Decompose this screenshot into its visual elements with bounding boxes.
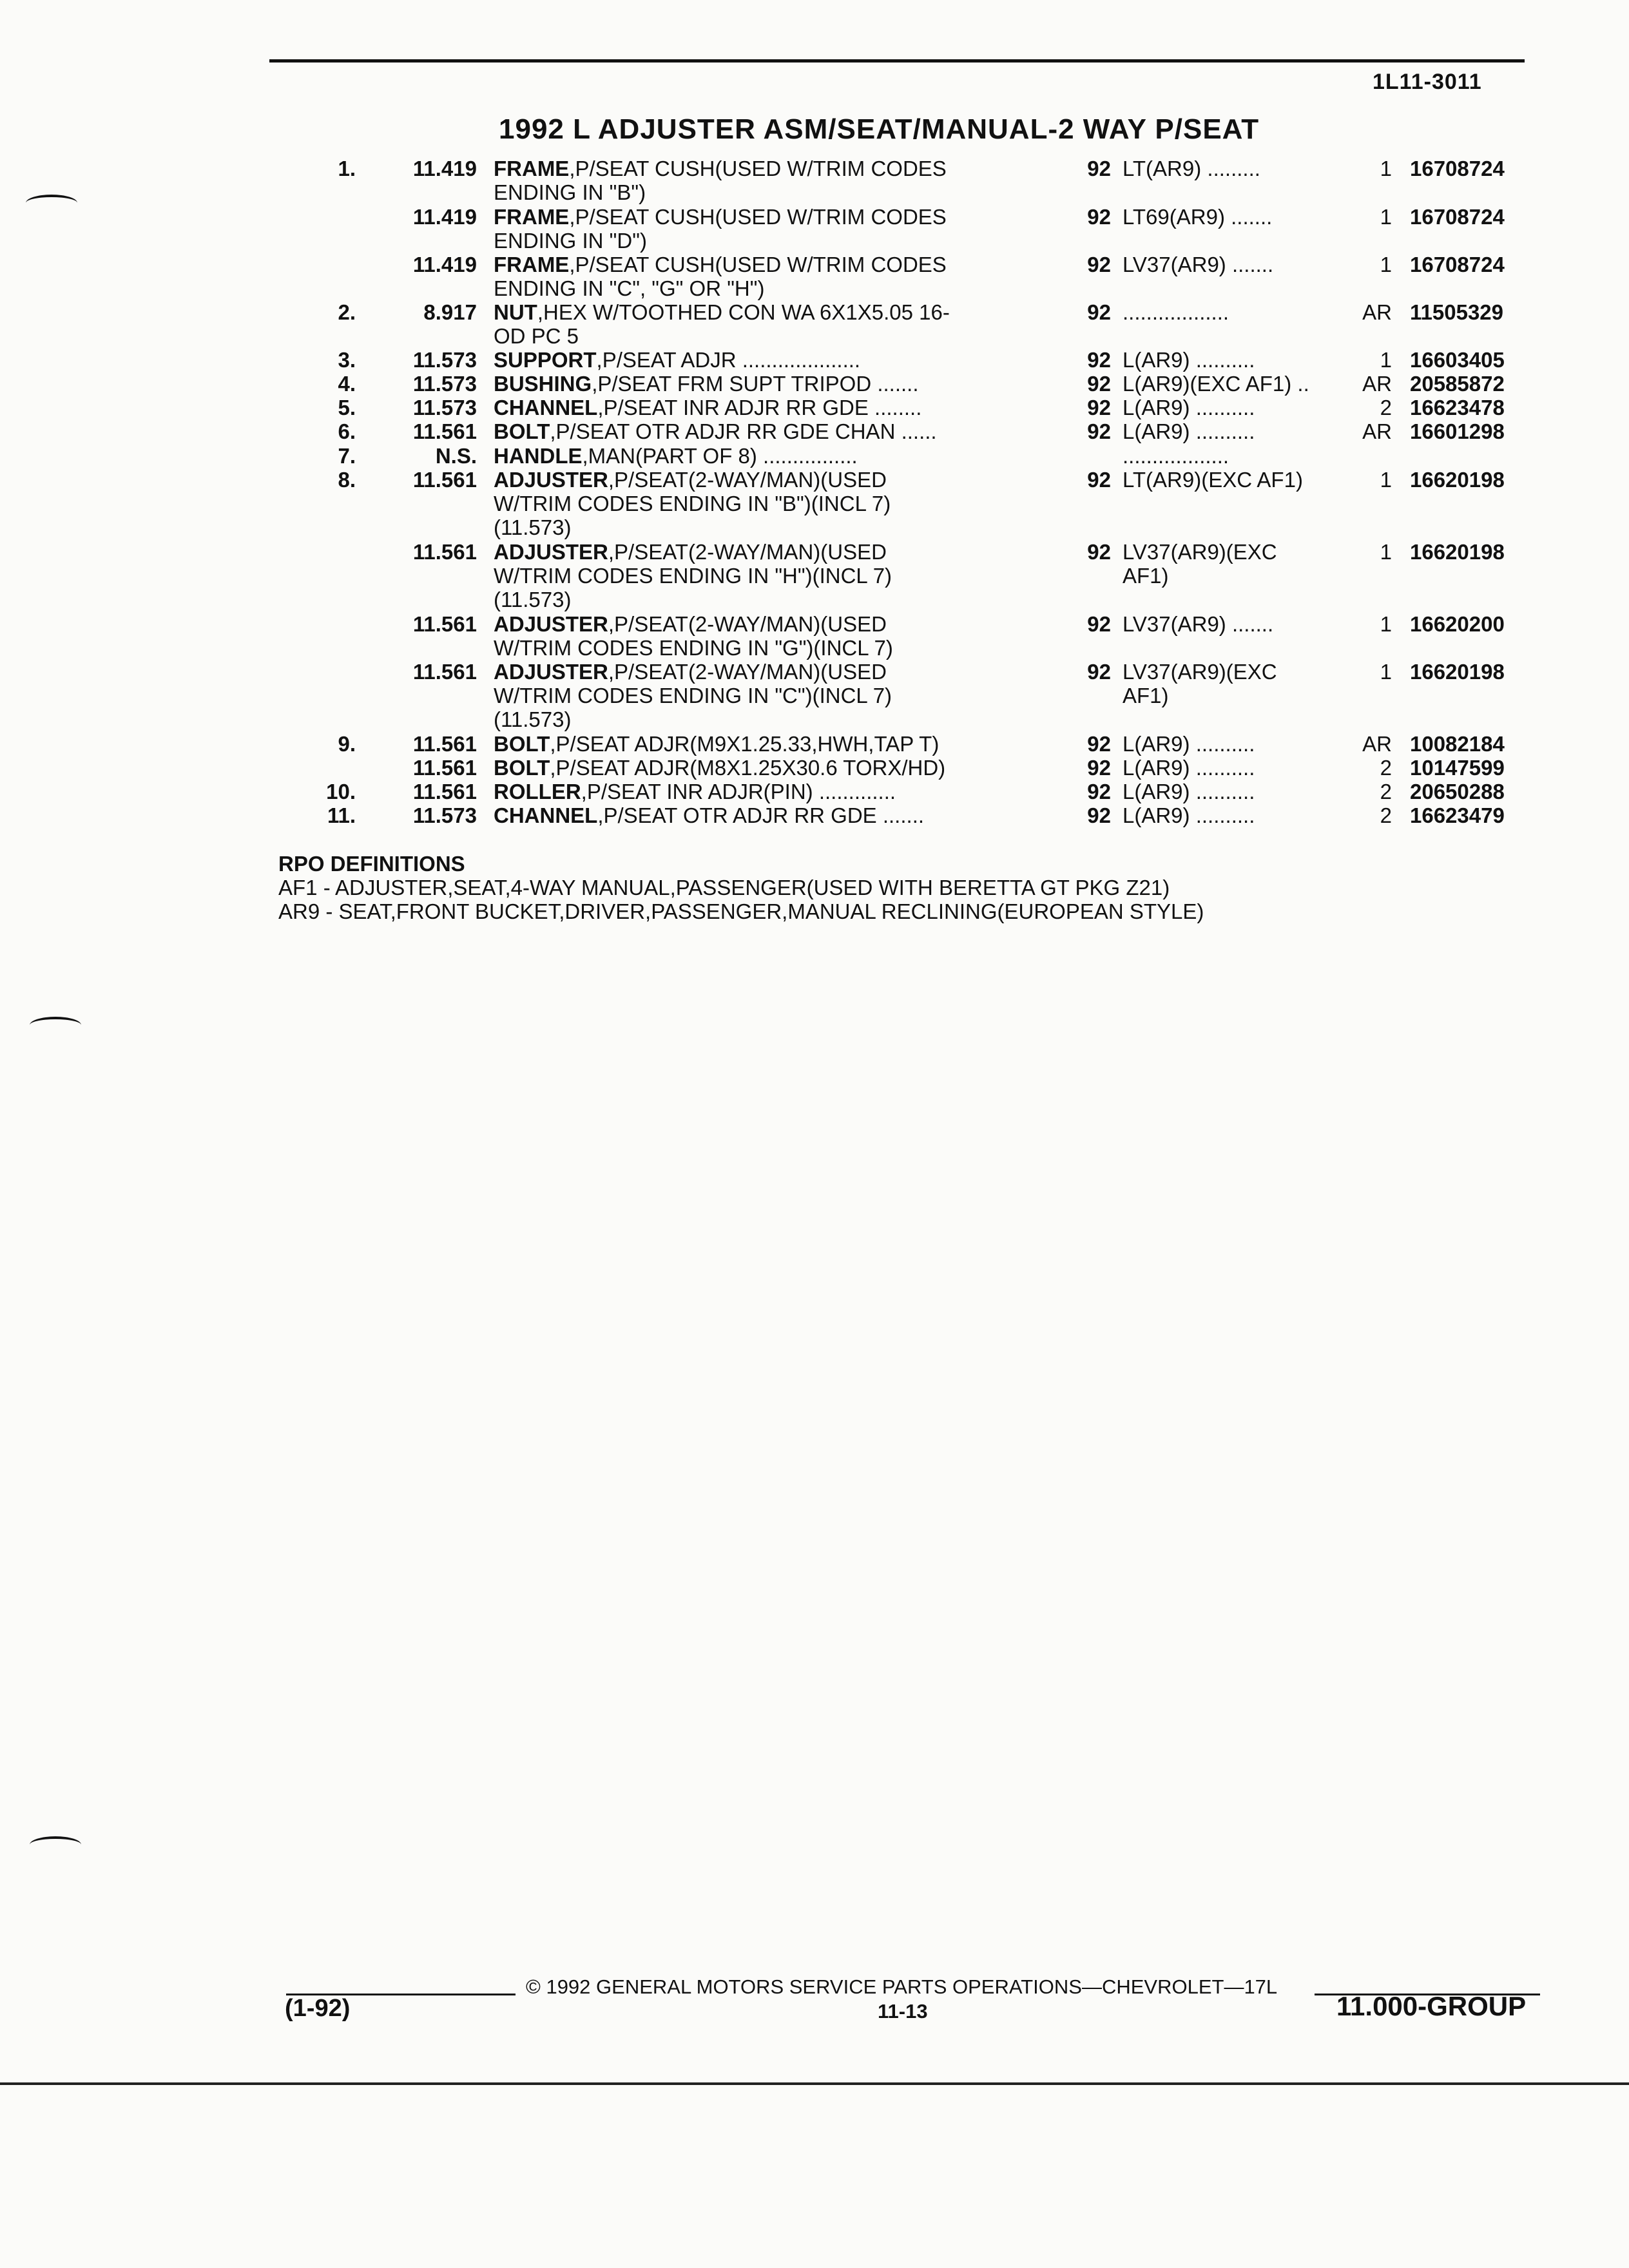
quantity: 2 — [1380, 780, 1392, 803]
part-detail: ,P/SEAT OTR ADJR RR GDE CHAN ...... — [550, 419, 937, 443]
quantity: 1 — [1380, 157, 1392, 180]
part-name: BOLT — [494, 419, 550, 443]
part-name: ADJUSTER — [494, 612, 608, 636]
series-code: L(AR9) .......... — [1123, 348, 1255, 372]
series-code: LV37(AR9) ....... — [1123, 253, 1274, 276]
part-description — [494, 253, 1048, 300]
model-year: 92 — [1087, 253, 1111, 276]
group-number: 11.573 — [412, 803, 477, 827]
description-line: ENDING IN "C", "G" OR "H") — [494, 276, 765, 300]
part-description — [494, 444, 1048, 468]
part-description — [494, 612, 1048, 660]
part-number: 11505329 — [1410, 300, 1504, 324]
part-number: 20585872 — [1410, 372, 1505, 396]
part-description — [494, 300, 1048, 348]
part-number: 16620200 — [1410, 612, 1505, 636]
item-number: 3. — [338, 348, 356, 372]
part-number: 20650288 — [1410, 780, 1505, 803]
model-year: 92 — [1087, 756, 1111, 780]
group-number: 11.561 — [412, 780, 477, 803]
group-number: 8.917 — [423, 300, 477, 324]
part-detail: ,P/SEAT ADJR(M9X1.25.33,HWH,TAP T) — [550, 732, 940, 756]
series-code: LV37(AR9) ....... — [1123, 612, 1274, 636]
description-line — [494, 803, 1048, 827]
binder-mark — [26, 195, 77, 211]
part-detail: ,P/SEAT INR ADJR RR GDE ........ — [597, 396, 922, 419]
model-year: 92 — [1087, 732, 1111, 756]
description-line: W/TRIM CODES ENDING IN "B")(INCL 7) — [494, 492, 891, 515]
item-number: 7. — [338, 444, 356, 468]
quantity: 2 — [1380, 803, 1392, 827]
copyright-notice: © 1992 GENERAL MOTORS SERVICE PARTS OPERATIONS—CHEVROLET—17L — [526, 1975, 1278, 1998]
part-name: ADJUSTER — [494, 540, 608, 564]
part-name: FRAME — [494, 157, 570, 180]
part-description — [494, 468, 1048, 539]
part-name: ROLLER — [494, 780, 581, 803]
series-code: LV37(AR9)(EXC AF1) — [1123, 660, 1277, 707]
page-number: 11-13 — [878, 2000, 928, 2023]
description-line — [494, 372, 1048, 396]
binder-mark — [30, 1836, 81, 1853]
item-number: 6. — [338, 419, 356, 443]
model-year: 92 — [1087, 157, 1111, 180]
part-name: ADJUSTER — [494, 660, 608, 684]
part-number: 16620198 — [1410, 660, 1505, 684]
part-number: 16601298 — [1410, 419, 1505, 443]
part-detail: ,P/SEAT FRM SUPT TRIPOD ....... — [592, 372, 919, 396]
part-description — [494, 419, 1048, 443]
series-code: .................. — [1123, 300, 1229, 324]
group-number: 11.561 — [412, 468, 477, 492]
part-name: BOLT — [494, 732, 550, 756]
model-year: 92 — [1087, 660, 1111, 684]
model-year: 92 — [1087, 780, 1111, 803]
top-rule — [269, 59, 1525, 62]
quantity: 1 — [1380, 468, 1392, 492]
description-line — [494, 419, 1048, 443]
part-description — [494, 780, 1048, 803]
model-year: 92 — [1087, 803, 1111, 827]
quantity: 1 — [1380, 253, 1392, 276]
group-number: 11.561 — [412, 612, 477, 636]
part-name: FRAME — [494, 253, 570, 276]
model-year: 92 — [1087, 348, 1111, 372]
description-line: (11.573) — [494, 515, 572, 539]
rpo-definitions — [278, 852, 1204, 923]
part-name: FRAME — [494, 205, 570, 229]
quantity: AR — [1362, 732, 1392, 756]
description-line — [494, 468, 1048, 492]
part-number: 16708724 — [1410, 157, 1505, 180]
part-detail: ,P/SEAT CUSH(USED W/TRIM CODES — [569, 157, 947, 180]
group-number: 11.419 — [412, 205, 477, 229]
description-line — [494, 253, 1048, 276]
description-line: ENDING IN "B") — [494, 180, 646, 204]
group-number: 11.573 — [412, 372, 477, 396]
rpo-heading: RPO DEFINITIONS — [278, 852, 465, 876]
group-number: 11.561 — [412, 660, 477, 684]
group-number: N.S. — [435, 444, 477, 468]
group-label: 11.000-GROUP — [1336, 1991, 1527, 2021]
description-line: (11.573) — [494, 707, 572, 731]
part-name: ADJUSTER — [494, 468, 608, 492]
series-code: L(AR9) .......... — [1123, 732, 1255, 756]
series-code: .................. — [1123, 444, 1229, 468]
series-code: LT69(AR9) ....... — [1123, 205, 1273, 229]
model-year: 92 — [1087, 612, 1111, 636]
model-year: 92 — [1087, 396, 1111, 419]
description-line — [494, 205, 1048, 229]
quantity: 1 — [1380, 612, 1392, 636]
rpo-line-af1: AF1 - ADJUSTER,SEAT,4-WAY MANUAL,PASSENGER(USED WITH BERETTA GT PKG Z21) — [278, 876, 1170, 899]
series-code: L(AR9)(EXC AF1) .. — [1123, 372, 1309, 396]
item-number: 11. — [327, 803, 356, 827]
series-code: L(AR9) .......... — [1123, 803, 1255, 827]
series-code: LT(AR9)(EXC AF1) — [1123, 468, 1303, 492]
part-name: NUT — [494, 300, 537, 324]
part-number: 16623478 — [1410, 396, 1505, 419]
part-detail: ,P/SEAT(2-WAY/MAN)(USED — [608, 468, 887, 492]
part-detail: ,P/SEAT CUSH(USED W/TRIM CODES — [569, 253, 947, 276]
part-detail: ,P/SEAT(2-WAY/MAN)(USED — [608, 612, 887, 636]
item-number: 8. — [338, 468, 356, 492]
part-description — [494, 157, 1048, 204]
part-detail: ,P/SEAT(2-WAY/MAN)(USED — [608, 540, 887, 564]
part-detail: ,P/SEAT INR ADJR(PIN) ............. — [581, 780, 896, 803]
group-number: 11.573 — [412, 348, 477, 372]
description-line — [494, 540, 1048, 564]
part-number: 10147599 — [1410, 756, 1505, 780]
model-year: 92 — [1087, 372, 1111, 396]
part-name: CHANNEL — [494, 396, 598, 419]
model-year: 92 — [1087, 468, 1111, 492]
part-number: 16620198 — [1410, 540, 1505, 564]
revision-date: (1-92) — [285, 1995, 351, 2022]
part-detail: ,HEX W/TOOTHED CON WA 6X1X5.05 16- — [537, 300, 950, 324]
part-name: BOLT — [494, 756, 550, 780]
description-line — [494, 157, 1048, 180]
quantity: AR — [1362, 372, 1392, 396]
description-line — [494, 300, 1048, 324]
part-description — [494, 396, 1048, 419]
binder-mark — [30, 1017, 81, 1033]
item-number: 5. — [338, 396, 356, 419]
description-line — [494, 780, 1048, 803]
part-description — [494, 732, 1048, 756]
model-year: 92 — [1087, 205, 1111, 229]
description-line — [494, 756, 1048, 780]
description-line: OD PC 5 — [494, 324, 579, 348]
series-code: LV37(AR9)(EXC AF1) — [1123, 540, 1277, 588]
group-number: 11.561 — [412, 756, 477, 780]
item-number: 1. — [338, 157, 356, 180]
group-number: 11.561 — [412, 540, 477, 564]
part-name: SUPPORT — [494, 348, 597, 372]
part-number: 16620198 — [1410, 468, 1505, 492]
document-id: 1L11-3011 — [1373, 70, 1482, 94]
part-description — [494, 756, 1048, 780]
model-year: 92 — [1087, 419, 1111, 443]
part-name: CHANNEL — [494, 803, 598, 827]
part-number: 16708724 — [1410, 253, 1505, 276]
quantity: 1 — [1380, 348, 1392, 372]
item-number: 10. — [326, 780, 356, 803]
group-number: 11.561 — [412, 419, 477, 443]
quantity: 2 — [1380, 396, 1392, 419]
description-line — [494, 348, 1048, 372]
part-number: 10082184 — [1410, 732, 1505, 756]
part-number: 16623479 — [1410, 803, 1505, 827]
description-line — [494, 660, 1048, 684]
part-description — [494, 205, 1048, 253]
part-detail: ,P/SEAT(2-WAY/MAN)(USED — [608, 660, 887, 684]
item-number: 9. — [338, 732, 356, 756]
part-name: HANDLE — [494, 444, 583, 468]
description-line: W/TRIM CODES ENDING IN "G")(INCL 7) — [494, 636, 893, 660]
description-line: W/TRIM CODES ENDING IN "C")(INCL 7) — [494, 684, 892, 707]
description-line: ENDING IN "D") — [494, 229, 647, 253]
model-year: 92 — [1087, 540, 1111, 564]
item-number: 4. — [338, 372, 356, 396]
group-number: 11.419 — [412, 157, 477, 180]
quantity: AR — [1362, 300, 1392, 324]
part-description — [494, 372, 1048, 396]
part-name: BUSHING — [494, 372, 592, 396]
quantity: 2 — [1380, 756, 1392, 780]
part-number: 16603405 — [1410, 348, 1505, 372]
description-line — [494, 732, 1048, 756]
description-line — [494, 444, 1048, 468]
part-description — [494, 348, 1048, 372]
part-detail: ,MAN(PART OF 8) ................ — [582, 444, 858, 468]
part-detail: ,P/SEAT OTR ADJR RR GDE ....... — [597, 803, 925, 827]
series-code: L(AR9) .......... — [1123, 396, 1255, 419]
group-number: 11.573 — [412, 396, 477, 419]
description-line — [494, 612, 1048, 636]
description-line: W/TRIM CODES ENDING IN "H")(INCL 7) — [494, 564, 892, 588]
part-description — [494, 540, 1048, 611]
part-number: 16708724 — [1410, 205, 1505, 229]
part-detail: ,P/SEAT CUSH(USED W/TRIM CODES — [569, 205, 947, 229]
quantity: 1 — [1380, 540, 1392, 564]
part-detail: ,P/SEAT ADJR(M8X1.25X30.6 TORX/HD) — [550, 756, 946, 780]
part-description — [494, 803, 1048, 827]
series-code: L(AR9) .......... — [1123, 419, 1255, 443]
page-title: 1992 L ADJUSTER ASM/SEAT/MANUAL-2 WAY P/SEAT — [499, 113, 1260, 145]
part-description — [494, 660, 1048, 731]
series-code: L(AR9) .......... — [1123, 780, 1255, 803]
group-number: 11.561 — [412, 732, 477, 756]
quantity: AR — [1362, 419, 1392, 443]
quantity: 1 — [1380, 660, 1392, 684]
bottom-rule — [0, 2082, 1629, 2085]
group-number: 11.419 — [412, 253, 477, 276]
item-number: 2. — [338, 300, 356, 324]
model-year: 92 — [1087, 300, 1111, 324]
quantity: 1 — [1380, 205, 1392, 229]
description-line: (11.573) — [494, 588, 572, 611]
series-code: L(AR9) .......... — [1123, 756, 1255, 780]
description-line — [494, 396, 1048, 419]
part-detail: ,P/SEAT ADJR .................... — [596, 348, 861, 372]
series-code: LT(AR9) ......... — [1123, 157, 1260, 180]
rpo-line-ar9: AR9 - SEAT,FRONT BUCKET,DRIVER,PASSENGER,MANUAL RECLINING(EUROPEAN STYLE) — [278, 899, 1204, 923]
